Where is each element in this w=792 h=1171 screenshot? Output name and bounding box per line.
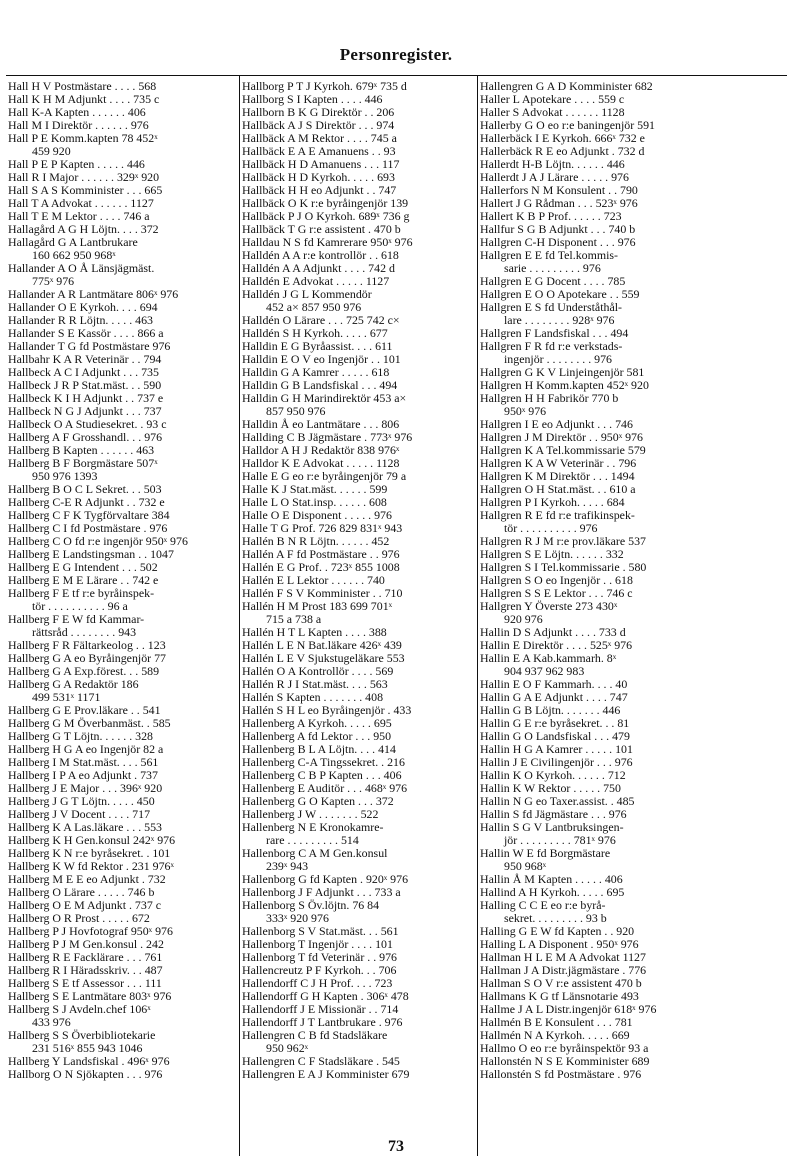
register-entry: Hallerdt H-B Löjtn. . . . . . 446 (480, 158, 625, 171)
register-entry: Halldén A A r:e kontrollör . . 618 (242, 249, 399, 262)
register-entry: tör . . . . . . . . . . 976 (504, 522, 598, 535)
register-entry: 499 531ˣ 1171 (32, 691, 101, 704)
register-entry: Hallén E L Lektor . . . . . . 740 (242, 574, 385, 587)
register-entry: Hallenberg N E Kronokamre- (242, 821, 384, 834)
register-entry: 231 516ˣ 855 943 1046 (32, 1042, 143, 1055)
register-entry: Halling G E W fd Kapten . . 920 (480, 925, 635, 938)
register-entry: Hallgren P I Kyrkoh. . . . . 684 (480, 496, 625, 509)
register-entry: Hallberg E Landstingsman . . 1047 (8, 548, 174, 561)
register-entry: Halle K J Stat.mäst. . . . . . 599 (242, 483, 388, 496)
register-entry: Hallenberg A Kyrkoh. . . . . 695 (242, 717, 392, 730)
register-entry: Hallert K B P Prof. . . . . . 723 (480, 210, 622, 223)
register-entry: Hallgren R E fd r:e trafikinspek- (480, 509, 635, 522)
register-entry: Hallberg C F K Tygförvaltare 384 (8, 509, 170, 522)
register-entry: Hallberg F R Fältarkeolog . . 123 (8, 639, 166, 652)
register-entry: Hallgren E O O Apotekare . . 559 (480, 288, 640, 301)
register-entry: tör . . . . . . . . . . 96 a (32, 600, 128, 613)
register-entry: Hallengren C F Stadsläkare . 545 (242, 1055, 400, 1068)
register-entry: Hallin E A Kab.kammarh. 8ˣ (480, 652, 617, 665)
register-entry: Hallbäck A M Rektor . . . . 745 a (242, 132, 397, 145)
register-entry: Hallberg A F Grosshandl. . . 976 (8, 431, 163, 444)
register-entry: Hallgren I E eo Adjunkt . . . 746 (480, 418, 633, 431)
register-entry: Hallborg O N Sjökapten . . . 976 (8, 1068, 163, 1081)
register-entry: Hallén S H L eo Byråingenjör . 433 (242, 704, 412, 717)
register-entry: Hallgren S S E Lektor . . . 746 c (480, 587, 633, 600)
register-entry: Hallberg S J Avdeln.chef 106ˣ (8, 1003, 151, 1016)
register-entry: Hallin E Direktör . . . . 525ˣ 976 (480, 639, 633, 652)
register-entry: Hallin D S Adjunkt . . . . 733 d (480, 626, 626, 639)
register-entry: Hallberg J V Docent . . . . 717 (8, 808, 151, 821)
register-entry: Hallén E G Prof. . 723ˣ 855 1008 (242, 561, 400, 574)
register-entry: Hallendorff G H Kapten . 306ˣ 478 (242, 990, 409, 1003)
register-entry: Hallin W E fd Borgmästare (480, 847, 611, 860)
register-entry: Hallonstén N S E Komminister 689 (480, 1055, 650, 1068)
register-entry: Hallberg G A Exp.förest. . . 589 (8, 665, 160, 678)
register-entry: Hallberg K A Las.läkare . . . 553 (8, 821, 162, 834)
register-entry: Hallbeck J R P Stat.mäst. . . 590 (8, 379, 162, 392)
register-entry: Halle L O Stat.insp. . . . . . 608 (242, 496, 387, 509)
register-entry: Halldin Å eo Lantmätare . . . 806 (242, 418, 400, 431)
register-entry: Hallbeck K I H Adjunkt . . 737 e (8, 392, 164, 405)
register-entry: Hallgren K M Direktör . . . 1494 (480, 470, 635, 483)
register-entry: Hallin K W Rektor . . . . . 750 (480, 782, 621, 795)
register-entry: Hallert J G Rådman . . . 523ˣ 976 (480, 197, 638, 210)
register-entry: Hallberg B F Borgmästare 507ˣ (8, 457, 158, 470)
register-entry: Hallberg G A eo Byråingenjör 77 (8, 652, 166, 665)
register-entry: Hallenberg E Auditör . . . 468ˣ 976 (242, 782, 408, 795)
register-entry: Hallberg G T Löjtn. . . . . . 328 (8, 730, 153, 743)
register-entry: 950 976 1393 (32, 470, 98, 483)
register-entry: Hallberg E M E Lärare . . 742 e (8, 574, 159, 587)
register-entry: Hallin K O Kyrkoh. . . . . . 712 (480, 769, 626, 782)
register-entry: Hallén A F fd Postmästare . . 976 (242, 548, 400, 561)
register-entry: Hallberg G M Överbanmäst. . 585 (8, 717, 171, 730)
register-entry: Hallin G E r:e byråsekret. . . 81 (480, 717, 630, 730)
register-entry: Hallendorff J T Lantbrukare . 976 (242, 1016, 403, 1029)
register-entry: Hallbäck H D Kyrkoh. . . . . 693 (242, 171, 395, 184)
register-entry: Halldin G A Kamrer . . . . . 618 (242, 366, 390, 379)
register-entry: Halldén E Advokat . . . . . 1127 (242, 275, 390, 288)
register-entry: 857 950 976 (266, 405, 326, 418)
register-entry: Hallén S Kapten . . . . . . . 408 (242, 691, 384, 704)
register-entry: Hallberg Y Landsfiskal . 496ˣ 976 (8, 1055, 170, 1068)
register-entry: Hallman J A Distr.jägmästare . 776 (480, 964, 647, 977)
register-entry: sarie . . . . . . . . . 976 (504, 262, 601, 275)
register-entry: Hallbäck T G r:e assistent . 470 b (242, 223, 401, 236)
register-entry: Hallberg O Lärare . . . . . 746 b (8, 886, 155, 899)
register-entry: Hallenborg S Öv.löjtn. 76 84 (242, 899, 380, 912)
register-entry: 239ˣ 943 (266, 860, 309, 873)
register-entry: 333ˣ 920 976 (266, 912, 329, 925)
register-entry: Hallmén B E Konsulent . . . 781 (480, 1016, 633, 1029)
register-entry: Hallberg O R Prost . . . . . 672 (8, 912, 150, 925)
register-entry: Hallonstén S fd Postmästare . 976 (480, 1068, 642, 1081)
register-entry: 433 976 (32, 1016, 71, 1029)
register-entry: Hall R I Major . . . . . . 329ˣ 920 (8, 171, 160, 184)
register-entry: Hallberg I M Stat.mäst. . . . 561 (8, 756, 159, 769)
register-entry: Hallbäck E A E Amanuens . . 93 (242, 145, 396, 158)
register-entry: Hallén L E N Bat.läkare 426ˣ 439 (242, 639, 402, 652)
register-entry: Hallgren O H Stat.mäst. . . 610 a (480, 483, 636, 496)
register-column-1 (8, 80, 236, 1081)
register-entry: Hallberg K H Gen.konsul 242ˣ 976 (8, 834, 176, 847)
register-entry: Hall H V Postmästare . . . . 568 (8, 80, 157, 93)
register-entry: Hallgren F Landsfiskal . . . 494 (480, 327, 629, 340)
register-entry: Halldén O Lärare . . . 725 742 c× (242, 314, 400, 327)
register-entry: Hallenborg T Ingenjör . . . . 101 (242, 938, 393, 951)
register-entry: Hallbeck N G J Adjunkt . . . 737 (8, 405, 162, 418)
register-entry: Hallberg C O fd r:e ingenjör 950ˣ 976 (8, 535, 188, 548)
register-entry: Hallborg P T J Kyrkoh. 679ˣ 735 d (242, 80, 407, 93)
register-entry: jör . . . . . . . . . 781ˣ 976 (504, 834, 616, 847)
register-entry: Hall T A Advokat . . . . . . 1127 (8, 197, 154, 210)
register-entry: Hallagård G A Lantbrukare (8, 236, 138, 249)
register-entry: Halldin G B Landsfiskal . . . 494 (242, 379, 398, 392)
register-entry: Hallgren G K V Linjeingenjör 581 (480, 366, 645, 379)
register-entry: Hallander R R Löjtn. . . . . 463 (8, 314, 153, 327)
register-entry: Hallenberg G O Kapten . . . 372 (242, 795, 394, 808)
register-entry: Hallengren G A D Komminister 682 (480, 80, 653, 93)
register-entry: Hallding C B Jägmästare . 773ˣ 976 (242, 431, 413, 444)
register-entry: Hallberg J E Major . . . 396ˣ 920 (8, 782, 163, 795)
register-entry: Hallberg G E Prov.läkare . . 541 (8, 704, 161, 717)
register-entry: Hallgren H H Fabrikör 770 b (480, 392, 619, 405)
register-entry: Hallén O A Kontrollör . . . . 569 (242, 665, 394, 678)
register-entry: Hallborg S I Kapten . . . . 446 (242, 93, 383, 106)
register-entry: 715 a 738 a (266, 613, 322, 626)
register-entry: Hallenborg J F Adjunkt . . . 733 a (242, 886, 401, 899)
register-entry: Hallberg F E tf r:e byråinspek- (8, 587, 155, 600)
register-entry: Hall S A S Komminister . . . 665 (8, 184, 163, 197)
page-number: 73 (388, 1138, 404, 1155)
register-entry: rare . . . . . . . . . 514 (266, 834, 359, 847)
register-entry: Hallenborg G fd Kapten . 920ˣ 976 (242, 873, 409, 886)
register-entry: Hallén L E V Sjukstugeläkare 553 (242, 652, 405, 665)
register-entry: Halle T G Prof. 726 829 831ˣ 943 (242, 522, 403, 535)
register-entry: Hallerdt J A J Lärare . . . . . 976 (480, 171, 629, 184)
register-entry: Hallenberg A fd Lektor . . . 950 (242, 730, 392, 743)
register-entry: Hallgren E E fd Tel.kommis- (480, 249, 618, 262)
register-entry: Hallberg R I Häradsskriv. . . 487 (8, 964, 163, 977)
register-entry: Hallman H L E M A Advokat 1127 (480, 951, 646, 964)
register-entry: Hallerfors N M Konsulent . . 790 (480, 184, 638, 197)
register-entry: Hallberg R E Facklärare . . . 761 (8, 951, 163, 964)
register-entry: Hallagård A G H Löjtn. . . . 372 (8, 223, 159, 236)
register-entry: Hallenborg T fd Veterinär . . 976 (242, 951, 397, 964)
register-entry: Hallin Å M Kapten . . . . . 406 (480, 873, 623, 886)
register-entry: Hallberg M E E eo Adjunkt . 732 (8, 873, 166, 886)
register-entry: 160 662 950 968ˣ (32, 249, 116, 262)
register-entry: Halldin E G Byråassist. . . . 611 (242, 340, 393, 353)
register-entry: Hallenberg C B P Kapten . . . 406 (242, 769, 402, 782)
register-entry: Hallberg C-E R Adjunkt . . 732 e (8, 496, 165, 509)
register-entry: Halldau N S fd Kamrerare 950ˣ 976 (242, 236, 413, 249)
register-entry: Hallberg F E W fd Kammar- (8, 613, 145, 626)
register-entry: Hallendorff C J H Prof. . . . 723 (242, 977, 393, 990)
column-divider (477, 76, 478, 1156)
register-entry: Hallengren E A J Komminister 679 (242, 1068, 410, 1081)
register-entry: 950 968ˣ (504, 860, 547, 873)
register-entry: Hallander A R Lantmätare 806ˣ 976 (8, 288, 179, 301)
register-entry: Hallerby G O eo r:e baningenjör 591 (480, 119, 656, 132)
register-entry: Hallgren S I Tel.kommissarie . 580 (480, 561, 647, 574)
register-entry: sekret. . . . . . . . . 93 b (504, 912, 607, 925)
register-entry: Hallander S E Kassör . . . . 866 a (8, 327, 164, 340)
register-entry: Hallerbäck I E Kyrkoh. 666ˣ 732 e (480, 132, 645, 145)
register-entry: Hallmén N A Kyrkoh. . . . . 669 (480, 1029, 630, 1042)
register-entry: Halldor K E Advokat . . . . . 1128 (242, 457, 400, 470)
register-entry: Hallgren R J M r:e prov.läkare 537 (480, 535, 646, 548)
register-entry: Hallgren S E Löjtn. . . . . . 332 (480, 548, 624, 561)
register-entry: Hallenberg J W . . . . . . . 522 (242, 808, 379, 821)
register-entry: Hallbäck O K r:e byråingenjör 139 (242, 197, 409, 210)
register-entry: Halle O E Disponent . . . . . 976 (242, 509, 392, 522)
register-entry: Hallberg K W fd Rektor . 231 976ˣ (8, 860, 174, 873)
register-entry: 452 a× 857 950 976 (266, 301, 362, 314)
register-entry: lare . . . . . . . . 928ˣ 976 (504, 314, 615, 327)
register-entry: Hallbäck A J S Direktör . . . 974 (242, 119, 395, 132)
register-entry: Hallgren C-H Disponent . . . 976 (480, 236, 636, 249)
register-entry: Halldor A H J Redaktör 838 976ˣ (242, 444, 400, 457)
register-entry: Hallbäck H D Amanuens . . . 117 (242, 158, 400, 171)
register-entry: Halldin G H Marindirektör 453 a× (242, 392, 407, 405)
register-entry: Hallbahr K A R Veterinär . . 794 (8, 353, 162, 366)
register-entry: Hallgren E G Docent . . . . 785 (480, 275, 626, 288)
register-entry: Hallgren S O eo Ingenjör . . 618 (480, 574, 633, 587)
register-entry: Hallbäck H H eo Adjunkt . . 747 (242, 184, 397, 197)
register-entry: Hallberg P J M Gen.konsul . 242 (8, 938, 164, 951)
register-entry: Hallén F S V Komminister . . 710 (242, 587, 403, 600)
register-entry: Hall P E Komm.kapten 78 452ˣ (8, 132, 158, 145)
register-entry: Hallander T G fd Postmästare 976 (8, 340, 171, 353)
register-entry: Hallin S G V Lantbruksingen- (480, 821, 624, 834)
register-entry: Hallerbäck R E eo Adjunkt . 732 d (480, 145, 645, 158)
register-entry: Hallberg C I fd Postmästare . 976 (8, 522, 168, 535)
register-entry: Halle E G eo r:e byråingenjör 79 a (242, 470, 407, 483)
register-entry: Hallind A H Kyrkoh. . . . . 695 (480, 886, 625, 899)
register-entry: Hallencreutz P F Kyrkoh. . . 706 (242, 964, 397, 977)
register-entry: Hallgren F R fd r:e verkstads- (480, 340, 623, 353)
register-entry: Hallin G O Landsfiskal . . . 479 (480, 730, 630, 743)
register-entry: Hallberg H G A eo Ingenjör 82 a (8, 743, 164, 756)
register-entry: Hallén H T L Kapten . . . . 388 (242, 626, 387, 639)
register-entry: Hallberg S E Lantmätare 803ˣ 976 (8, 990, 172, 1003)
register-entry: Hallin J E Civilingenjör . . . 976 (480, 756, 633, 769)
register-entry: Halldén J G L Kommendör (242, 288, 372, 301)
register-column-2 (242, 80, 474, 1081)
register-entry: Hallbeck A C I Adjunkt . . . 735 (8, 366, 159, 379)
register-entry: Hallander A O Å Länsjägmäst. (8, 262, 155, 275)
register-entry: Halling L A Disponent . 950ˣ 976 (480, 938, 639, 951)
register-entry: Hallin G A E Adjunkt . . . . 747 (480, 691, 628, 704)
register-entry: Halling C C E eo r:e byrå- (480, 899, 606, 912)
register-entry: Hallin H G A Kamrer . . . . . 101 (480, 743, 633, 756)
register-entry: Hallberg J G T Löjtn. . . . . 450 (8, 795, 155, 808)
register-entry: Hallberg G A Redaktör 186 (8, 678, 139, 691)
register-entry: 775ˣ 976 (32, 275, 75, 288)
register-entry: Hallberg E G Intendent . . . 502 (8, 561, 158, 574)
register-entry: Hall K-A Kapten . . . . . . 406 (8, 106, 146, 119)
register-entry: Hallgren H Komm.kapten 452ˣ 920 (480, 379, 649, 392)
register-entry: Hallman S O V r:e assistent 470 b (480, 977, 642, 990)
register-entry: Hallin S fd Jägmästare . . . 976 (480, 808, 627, 821)
register-entry: Hallgren Y Överste 273 430ˣ (480, 600, 618, 613)
register-entry: Hallberg P J Hovfotograf 950ˣ 976 (8, 925, 173, 938)
register-entry: Hallenberg C-A Tingssekret. . 216 (242, 756, 405, 769)
register-entry: 904 937 962 983 (504, 665, 585, 678)
register-entry: Hallberg I P A eo Adjunkt . 737 (8, 769, 158, 782)
register-entry: Hallberg O E M Adjunkt . 737 c (8, 899, 162, 912)
register-entry: Halldén S H Kyrkoh. . . . . 677 (242, 327, 388, 340)
register-entry: Hallin E O F Kammarh. . . . 40 (480, 678, 628, 691)
page-title: Personregister. (339, 45, 453, 64)
register-entry: Hallborn B K G Direktör . . 206 (242, 106, 395, 119)
register-entry: Hallberg B O C L Sekret. . . 503 (8, 483, 162, 496)
register-entry: Hallengren C B fd Stadsläkare (242, 1029, 388, 1042)
register-entry: Hallbäck P J O Kyrkoh. 689ˣ 736 g (242, 210, 410, 223)
register-entry: Hall P E P Kapten . . . . . 446 (8, 158, 145, 171)
register-entry: Hallgren J M Direktör . . 950ˣ 976 (480, 431, 643, 444)
register-entry: Hall M I Direktör . . . . . . 976 (8, 119, 149, 132)
register-entry: Haller S Advokat . . . . . . 1128 (480, 106, 625, 119)
register-entry: rättsråd . . . . . . . . 943 (32, 626, 137, 639)
register-entry: Hallén R J I Stat.mäst. . . . 563 (242, 678, 388, 691)
register-entry: 920 976 (504, 613, 543, 626)
register-entry: Haller L Apotekare . . . . 559 c (480, 93, 625, 106)
register-entry: Hallbeck O A Studiesekret. . 93 c (8, 418, 167, 431)
register-entry: Hallgren K A Tel.kommissarie 579 (480, 444, 646, 457)
register-entry: Hallén H M Prost 183 699 701ˣ (242, 600, 393, 613)
register-entry: Hallberg S S Överbibliotekarie (8, 1029, 156, 1042)
register-entry: Hallin G B Löjtn. . . . . . . 446 (480, 704, 621, 717)
register-entry: Halldén A A Adjunkt . . . . 742 d (242, 262, 395, 275)
register-entry: Hallmans K G tf Länsnotarie 493 (480, 990, 639, 1003)
register-entry: Hall K H M Adjunkt . . . . 735 c (8, 93, 160, 106)
register-entry: Hall T E M Lektor . . . . 746 a (8, 210, 150, 223)
column-divider (239, 76, 240, 1156)
register-entry: Hallén B N R Löjtn. . . . . . 452 (242, 535, 390, 548)
register-entry: Hallander O E Kyrkoh. . . . 694 (8, 301, 158, 314)
register-entry: Hallmo O eo r:e byråinspektör 93 a (480, 1042, 649, 1055)
header-rule (6, 75, 787, 76)
register-entry: Hallgren K A W Veterinär . . 796 (480, 457, 637, 470)
register-entry: Hallme J A L Distr.ingenjör 618ˣ 976 (480, 1003, 657, 1016)
register-entry: Hallberg B Kapten . . . . . . 463 (8, 444, 155, 457)
register-entry: Hallendorff J E Missionär . . 714 (242, 1003, 399, 1016)
register-entry: Hallberg S E tf Assessor . . . 111 (8, 977, 162, 990)
register-entry: 459 920 (32, 145, 71, 158)
register-entry: Hallin N G eo Taxer.assist. . 485 (480, 795, 635, 808)
register-entry: Hallgren E S fd Underståthål- (480, 301, 622, 314)
register-column-3 (480, 80, 786, 1081)
register-entry: Hallenborg S V Stat.mäst. . . 561 (242, 925, 399, 938)
register-entry: Hallenborg C A M Gen.konsul (242, 847, 388, 860)
register-entry: 950ˣ 976 (504, 405, 547, 418)
register-entry: ingenjör . . . . . . . . 976 (504, 353, 612, 366)
register-entry: Halldin E O V eo Ingenjör . . 101 (242, 353, 401, 366)
register-entry: Hallfur S G B Adjunkt . . . 740 b (480, 223, 636, 236)
register-entry: 950 962ˣ (266, 1042, 309, 1055)
register-entry: Hallberg K N r:e byråsekret. . 101 (8, 847, 171, 860)
register-entry: Hallenberg B L A Löjtn. . . . 414 (242, 743, 396, 756)
